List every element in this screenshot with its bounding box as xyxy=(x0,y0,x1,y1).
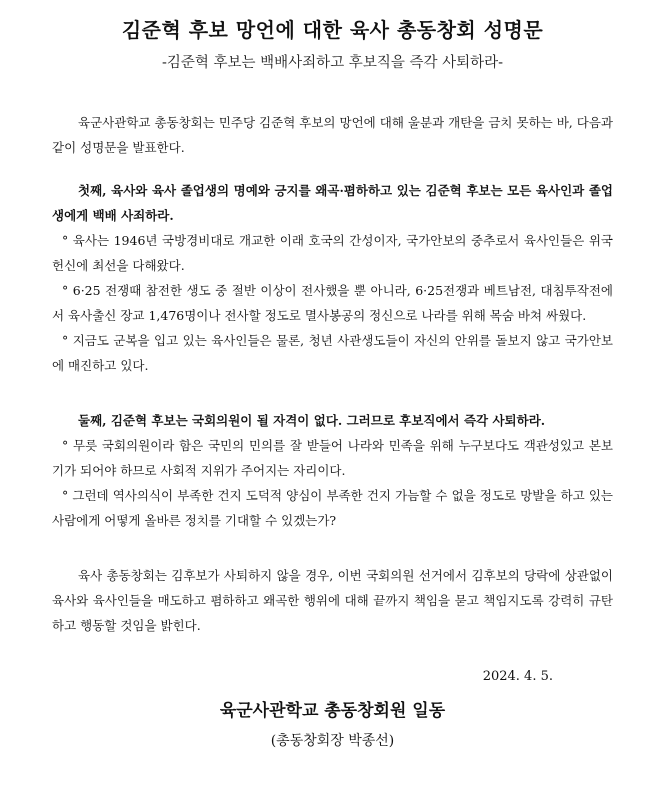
first-demand-bullet: ° 육사는 1946년 국방경비대로 개교한 이래 호국의 간성이자, 국가안보의 중추로서 육사인들은 위국헌신에 최선을 다해왔다. xyxy=(52,233,613,273)
signing-organization: 육군사관학교 총동창회원 일동 xyxy=(219,701,446,721)
first-demand-bullet: ° 지금도 군복을 입고 있는 육사인들은 물론, 청년 사관생도들이 자신의 안위를 돌보지 않고 국가안보에 매진하고 있다. xyxy=(52,333,613,373)
second-demand-bullet: ° 무릇 국회의원이라 함은 국민의 민의를 잘 받들어 나라와 민족을 위해 누구보다도 객관성있고 본보기가 되어야 하므로 사회적 지위가 주어지는 자리이다. xyxy=(52,438,613,478)
statement-subtitle: -김준혁 후보는 백배사죄하고 후보직을 즉각 사퇴하라- xyxy=(162,55,503,71)
second-demand-bullet: ° 그런데 역사의식이 부족한 건지 도덕적 양심이 부족한 건지 가늠할 수 없을 정도로 망발을 하고 있는 사람에게 어떻게 올바른 정치를 기대할 수 있겠는가? xyxy=(52,488,613,528)
first-demand-heading: 첫째, 육사와 육사 졸업생의 명예와 긍지를 왜곡·폄하하고 있는 김준혁 후보는 모든 육사인과 졸업생에게 백배 사죄하라. xyxy=(52,183,613,223)
intro-paragraph: 육군사관학교 총동창회는 민주당 김준혁 후보의 망언에 대해 울분과 개탄을 금치 못하는 바, 다음과 같이 성명문을 발표한다. xyxy=(52,115,613,155)
statement-date: 2024. 4. 5. xyxy=(482,669,553,684)
statement-title: 김준혁 후보 망언에 대한 육사 총동창회 성명문 xyxy=(121,18,544,42)
conclusion-paragraph: 육사 총동창회는 김후보가 사퇴하지 않을 경우, 이번 국회의원 선거에서 김후보의 당락에 상관없이 육사와 육사인들을 매도하고 폄하하고 왜곡한 행위에 대해 끝까지 책임을 묻고 책임지도록 강력히 규탄하고 행동할 것임을 밝힌다. xyxy=(52,568,613,633)
signing-chair: (총동창회장 박종선) xyxy=(270,733,395,749)
first-demand-bullet: ° 6·25 전쟁때 참전한 생도 중 절반 이상이 전사했을 뿐 아니라, 6·25전쟁과 베트남전, 대침투작전에서 육사출신 장교 1,476명이나 전사할 정도로 멸사봉공의 정신으로 나라를 위해 목숨 바쳐 싸웠다. xyxy=(52,283,613,323)
second-demand-heading: 둘째, 김준혁 후보는 국회의원이 될 자격이 없다. 그러므로 후보직에서 즉각 사퇴하라. xyxy=(78,413,546,428)
